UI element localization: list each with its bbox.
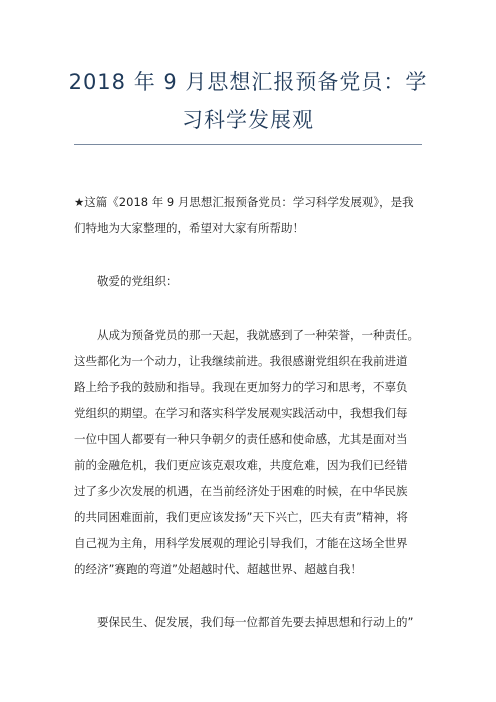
body-line-8: 的共同困难面前，我们更应该发扬”天下兴亡，匹夫有责”精神，将 (74, 510, 408, 524)
document-title-line-1: 2018 年 9 月思想汇报预备党员：学 (68, 70, 428, 94)
body-line-1: 从成为预备党员的那一天起，我就感到了一种荣誉，一种责任。 (97, 328, 419, 342)
title-divider (74, 144, 422, 145)
body-line-5: 一位中国人都要有一种只争朝夕的责任感和使命感，尤其是面对当 (74, 432, 408, 446)
body-line-4: 党组织的期望。在学习和落实科学发展观实践活动中，我想我们每 (74, 406, 408, 420)
salutation: 敬爱的党组织： (97, 274, 178, 288)
body-line-11: 要保民生、促发展，我们每一位都首先要去掉思想和行动上的” (97, 615, 414, 629)
intro-line-2: 们特地为大家整理的，希望对大家有所帮助！ (74, 221, 304, 235)
body-line-9: 自己视为主角，用科学发展观的理论引导我们，才能在这场全世界 (74, 536, 408, 550)
intro-line-1: ★这篇《2018 年 9 月思想汇报预备党员：学习科学发展观》，是我 (74, 195, 414, 209)
body-line-2: 这些都化为一个动力，让我继续前进。我很感谢党组织在我前进道 (74, 354, 408, 368)
body-line-10: 的经济”赛跑的弯道”处超越时代、超越世界、超越自我！ (74, 562, 362, 576)
body-line-3: 路上给予我的鼓励和指导。我现在更加努力的学习和思考，不辜负 (74, 380, 408, 394)
body-line-7: 过了多少次发展的机遇，在当前经济处于困难的时候，在中华民族 (74, 484, 408, 498)
document-title-line-2: 习科学发展观 (182, 108, 314, 132)
body-line-6: 前的金融危机，我们更应该克艰攻难，共度危难，因为我们已经错 (74, 458, 408, 472)
